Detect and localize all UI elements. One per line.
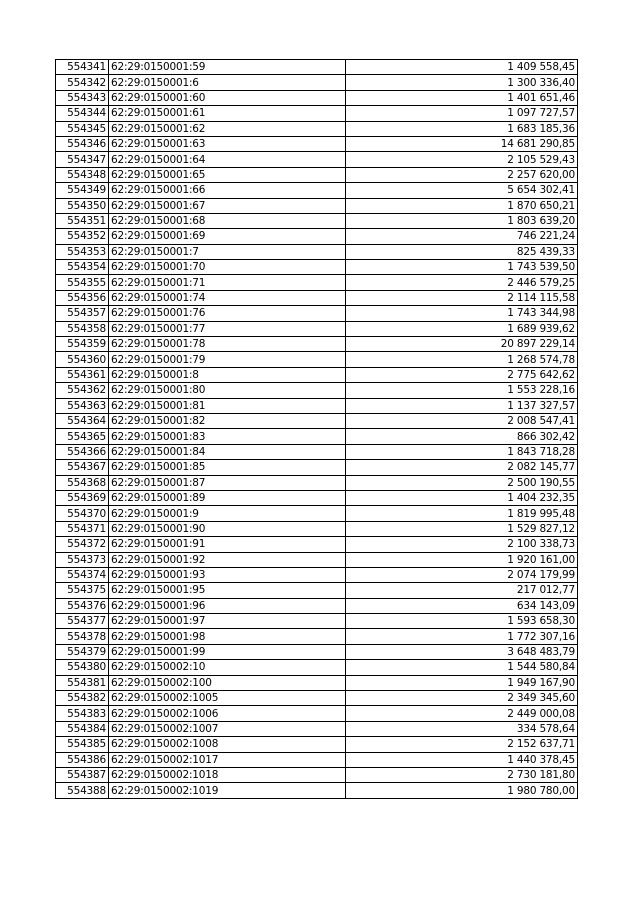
table-row	[56, 506, 578, 521]
cadastral-number-cell: 62:29:0150001:92	[109, 552, 346, 567]
cadastral-number-cell: 62:29:0150001:79	[109, 352, 346, 367]
value-cell: 1 683 185,36	[346, 121, 578, 136]
table-row	[56, 767, 578, 782]
value-cell: 1 743 344,98	[346, 306, 578, 321]
cadastral-number-cell: 62:29:0150001:65	[109, 167, 346, 182]
row-id-cell: 554350	[56, 198, 109, 213]
cadastral-number-cell: 62:29:0150001:69	[109, 229, 346, 244]
value-cell: 2 008 547,41	[346, 413, 578, 428]
cadastral-number-cell: 62:29:0150001:93	[109, 567, 346, 582]
table-row	[56, 660, 578, 675]
cadastral-number-cell: 62:29:0150001:68	[109, 213, 346, 228]
cadastral-number-cell: 62:29:0150001:80	[109, 383, 346, 398]
value-cell: 1 440 378,45	[346, 752, 578, 767]
value-cell: 2 074 179,99	[346, 567, 578, 582]
table-row	[56, 752, 578, 767]
table-row	[56, 321, 578, 336]
table-row	[56, 490, 578, 505]
row-id-cell: 554367	[56, 460, 109, 475]
table-row	[56, 213, 578, 228]
cadastral-number-cell: 62:29:0150001:78	[109, 337, 346, 352]
value-cell: 5 654 302,41	[346, 183, 578, 198]
cadastral-number-cell: 62:29:0150001:76	[109, 306, 346, 321]
row-id-cell: 554349	[56, 183, 109, 198]
value-cell: 746 221,24	[346, 229, 578, 244]
cadastral-number-cell: 62:29:0150001:85	[109, 460, 346, 475]
row-id-cell: 554345	[56, 121, 109, 136]
table-row	[56, 352, 578, 367]
cadastral-number-cell: 62:29:0150001:89	[109, 490, 346, 505]
cadastral-number-cell: 62:29:0150001:7	[109, 244, 346, 259]
cadastral-number-cell: 62:29:0150002:1019	[109, 783, 346, 798]
value-cell: 1 137 327,57	[346, 398, 578, 413]
cadastral-number-cell: 62:29:0150001:62	[109, 121, 346, 136]
table-row	[56, 691, 578, 706]
row-id-cell: 554373	[56, 552, 109, 567]
cadastral-number-cell: 62:29:0150001:91	[109, 537, 346, 552]
value-cell: 1 803 639,20	[346, 213, 578, 228]
cadastral-number-cell: 62:29:0150001:64	[109, 152, 346, 167]
cadastral-number-cell: 62:29:0150001:9	[109, 506, 346, 521]
row-id-cell: 554386	[56, 752, 109, 767]
row-id-cell: 554359	[56, 337, 109, 352]
table-row	[56, 614, 578, 629]
value-cell: 2 730 181,80	[346, 767, 578, 782]
cadastral-number-cell: 62:29:0150002:1005	[109, 691, 346, 706]
table-row	[56, 121, 578, 136]
value-cell: 20 897 229,14	[346, 337, 578, 352]
row-id-cell: 554385	[56, 737, 109, 752]
table-row	[56, 721, 578, 736]
value-cell: 1 843 718,28	[346, 444, 578, 459]
row-id-cell: 554374	[56, 567, 109, 582]
cadastral-number-cell: 62:29:0150001:98	[109, 629, 346, 644]
row-id-cell: 554376	[56, 598, 109, 613]
value-cell: 334 578,64	[346, 721, 578, 736]
value-cell: 2 105 529,43	[346, 152, 578, 167]
value-cell: 2 775 642,62	[346, 367, 578, 382]
cadastral-number-cell: 62:29:0150001:60	[109, 90, 346, 105]
table-row	[56, 521, 578, 536]
row-id-cell: 554351	[56, 213, 109, 228]
value-cell: 1 401 651,46	[346, 90, 578, 105]
row-id-cell: 554347	[56, 152, 109, 167]
value-cell: 217 012,77	[346, 583, 578, 598]
table-row	[56, 629, 578, 644]
cadastral-number-cell: 62:29:0150001:81	[109, 398, 346, 413]
cadastral-number-cell: 62:29:0150001:63	[109, 136, 346, 151]
value-cell: 1 819 995,48	[346, 506, 578, 521]
value-cell: 1 404 232,35	[346, 490, 578, 505]
row-id-cell: 554346	[56, 136, 109, 151]
row-id-cell: 554378	[56, 629, 109, 644]
value-cell: 2 152 637,71	[346, 737, 578, 752]
row-id-cell: 554361	[56, 367, 109, 382]
row-id-cell: 554380	[56, 660, 109, 675]
row-id-cell: 554365	[56, 429, 109, 444]
table-row	[56, 583, 578, 598]
cadastral-number-cell: 62:29:0150001:96	[109, 598, 346, 613]
value-cell: 1 870 650,21	[346, 198, 578, 213]
table-row	[56, 737, 578, 752]
row-id-cell: 554369	[56, 490, 109, 505]
table-body	[56, 60, 578, 799]
table-row	[56, 198, 578, 213]
table-row	[56, 152, 578, 167]
table-row	[56, 367, 578, 382]
cadastral-number-cell: 62:29:0150002:1007	[109, 721, 346, 736]
row-id-cell: 554357	[56, 306, 109, 321]
cadastral-number-cell: 62:29:0150001:82	[109, 413, 346, 428]
cadastral-number-cell: 62:29:0150001:59	[109, 60, 346, 75]
row-id-cell: 554344	[56, 106, 109, 121]
table-row	[56, 537, 578, 552]
table-row	[56, 460, 578, 475]
cadastral-number-cell: 62:29:0150001:71	[109, 275, 346, 290]
table-row	[56, 106, 578, 121]
table-row	[56, 567, 578, 582]
table-row	[56, 429, 578, 444]
row-id-cell: 554343	[56, 90, 109, 105]
row-id-cell: 554370	[56, 506, 109, 521]
cadastral-number-cell: 62:29:0150001:90	[109, 521, 346, 536]
cadastral-number-cell: 62:29:0150001:61	[109, 106, 346, 121]
cadastral-number-cell: 62:29:0150002:1008	[109, 737, 346, 752]
row-id-cell: 554352	[56, 229, 109, 244]
cadastral-number-cell: 62:29:0150002:10	[109, 660, 346, 675]
table-row	[56, 552, 578, 567]
table-row	[56, 136, 578, 151]
row-id-cell: 554360	[56, 352, 109, 367]
value-cell: 1 268 574,78	[346, 352, 578, 367]
value-cell: 2 446 579,25	[346, 275, 578, 290]
table-row	[56, 290, 578, 305]
row-id-cell: 554371	[56, 521, 109, 536]
cadastral-number-cell: 62:29:0150001:84	[109, 444, 346, 459]
value-cell: 634 143,09	[346, 598, 578, 613]
value-cell: 1 980 780,00	[346, 783, 578, 798]
table-row	[56, 229, 578, 244]
value-cell: 2 449 000,08	[346, 706, 578, 721]
value-cell: 825 439,33	[346, 244, 578, 259]
row-id-cell: 554356	[56, 290, 109, 305]
value-cell: 2 500 190,55	[346, 475, 578, 490]
cadastral-number-cell: 62:29:0150001:83	[109, 429, 346, 444]
row-id-cell: 554364	[56, 413, 109, 428]
table-row	[56, 75, 578, 90]
table-row	[56, 90, 578, 105]
value-cell: 2 257 620,00	[346, 167, 578, 182]
row-id-cell: 554384	[56, 721, 109, 736]
row-id-cell: 554382	[56, 691, 109, 706]
cadastral-number-cell: 62:29:0150001:67	[109, 198, 346, 213]
table-row	[56, 398, 578, 413]
row-id-cell: 554366	[56, 444, 109, 459]
cadastral-number-cell: 62:29:0150001:99	[109, 644, 346, 659]
table-row	[56, 444, 578, 459]
row-id-cell: 554375	[56, 583, 109, 598]
value-cell: 1 409 558,45	[346, 60, 578, 75]
value-cell: 1 593 658,30	[346, 614, 578, 629]
row-id-cell: 554355	[56, 275, 109, 290]
value-cell: 1 544 580,84	[346, 660, 578, 675]
table-row	[56, 598, 578, 613]
row-id-cell: 554368	[56, 475, 109, 490]
row-id-cell: 554387	[56, 767, 109, 782]
table-row	[56, 260, 578, 275]
table-row	[56, 167, 578, 182]
table-row	[56, 644, 578, 659]
table-row	[56, 706, 578, 721]
table-row	[56, 383, 578, 398]
value-cell: 1 689 939,62	[346, 321, 578, 336]
row-id-cell: 554342	[56, 75, 109, 90]
row-id-cell: 554381	[56, 675, 109, 690]
table-row	[56, 337, 578, 352]
row-id-cell: 554362	[56, 383, 109, 398]
table-row	[56, 306, 578, 321]
row-id-cell: 554348	[56, 167, 109, 182]
value-cell: 1 300 336,40	[346, 75, 578, 90]
cadastral-number-cell: 62:29:0150001:6	[109, 75, 346, 90]
row-id-cell: 554358	[56, 321, 109, 336]
value-cell: 1 920 161,00	[346, 552, 578, 567]
value-cell: 1 553 228,16	[346, 383, 578, 398]
row-id-cell: 554363	[56, 398, 109, 413]
table-row	[56, 783, 578, 798]
cadastral-number-cell: 62:29:0150002:100	[109, 675, 346, 690]
row-id-cell: 554353	[56, 244, 109, 259]
value-cell: 2 082 145,77	[346, 460, 578, 475]
cadastral-number-cell: 62:29:0150001:97	[109, 614, 346, 629]
value-cell: 1 529 827,12	[346, 521, 578, 536]
table-row	[56, 275, 578, 290]
row-id-cell: 554379	[56, 644, 109, 659]
value-cell: 2 100 338,73	[346, 537, 578, 552]
cadastral-number-cell: 62:29:0150002:1017	[109, 752, 346, 767]
value-cell: 3 648 483,79	[346, 644, 578, 659]
cadastral-number-cell: 62:29:0150001:95	[109, 583, 346, 598]
cadastral-number-cell: 62:29:0150001:66	[109, 183, 346, 198]
table-row	[56, 244, 578, 259]
row-id-cell: 554383	[56, 706, 109, 721]
value-cell: 14 681 290,85	[346, 136, 578, 151]
value-cell: 2 349 345,60	[346, 691, 578, 706]
cadastral-number-cell: 62:29:0150001:77	[109, 321, 346, 336]
table-row	[56, 475, 578, 490]
row-id-cell: 554354	[56, 260, 109, 275]
value-cell: 1 097 727,57	[346, 106, 578, 121]
cadastral-number-cell: 62:29:0150001:87	[109, 475, 346, 490]
row-id-cell: 554377	[56, 614, 109, 629]
cadastral-number-cell: 62:29:0150002:1006	[109, 706, 346, 721]
cadastral-number-cell: 62:29:0150001:74	[109, 290, 346, 305]
row-id-cell: 554372	[56, 537, 109, 552]
row-id-cell: 554341	[56, 60, 109, 75]
value-cell: 1 743 539,50	[346, 260, 578, 275]
cadastral-number-cell: 62:29:0150001:70	[109, 260, 346, 275]
cadastral-number-cell: 62:29:0150002:1018	[109, 767, 346, 782]
value-cell: 1 772 307,16	[346, 629, 578, 644]
table-row	[56, 60, 578, 75]
row-id-cell: 554388	[56, 783, 109, 798]
cadastral-value-table	[55, 59, 578, 799]
table-row	[56, 413, 578, 428]
cadastral-number-cell: 62:29:0150001:8	[109, 367, 346, 382]
value-cell: 866 302,42	[346, 429, 578, 444]
table-row	[56, 183, 578, 198]
table-row	[56, 675, 578, 690]
value-cell: 1 949 167,90	[346, 675, 578, 690]
value-cell: 2 114 115,58	[346, 290, 578, 305]
